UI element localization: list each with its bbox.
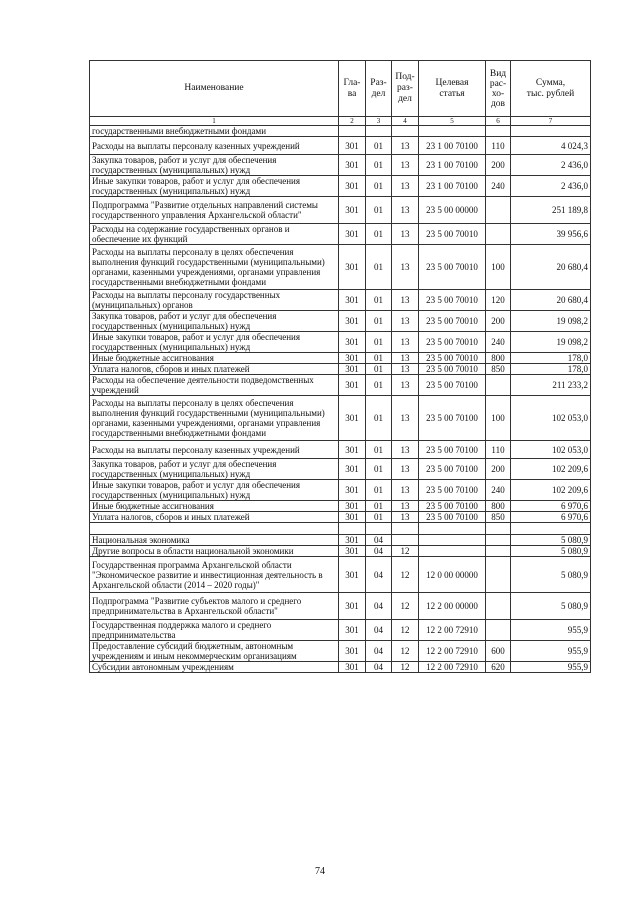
row-sum: 211 233,2 — [511, 375, 591, 396]
row-podrazdel: 13 — [392, 224, 419, 245]
row-target: 12 2 00 72910 — [419, 620, 486, 641]
row-vid — [486, 535, 511, 546]
row-razdel: 01 — [366, 512, 392, 523]
row-sum: 4 024,3 — [511, 137, 591, 155]
row-podrazdel: 13 — [392, 332, 419, 353]
row-vid — [486, 197, 511, 224]
header-target: Целевая статья — [419, 61, 486, 117]
row-name: Расходы на обеспечение деятельности подведомственных учреждений — [90, 375, 339, 396]
row-target: 23 5 00 70100 — [419, 501, 486, 512]
row-vid — [486, 557, 511, 593]
row-razdel: 01 — [366, 375, 392, 396]
row-target: 12 0 00 00000 — [419, 557, 486, 593]
table-row — [90, 396, 591, 441]
row-sum: 102 209,6 — [511, 459, 591, 480]
row-razdel: 01 — [366, 396, 392, 441]
row-vid: 200 — [486, 311, 511, 332]
row-vid: 850 — [486, 512, 511, 523]
row-vid — [486, 546, 511, 557]
table-row — [90, 459, 591, 480]
row-target: 23 1 00 70100 — [419, 176, 486, 197]
row-target: 23 5 00 70010 — [419, 311, 486, 332]
row-razdel: 04 — [366, 546, 392, 557]
row-target: 23 1 00 70100 — [419, 155, 486, 176]
table-row — [90, 224, 591, 245]
table-row — [90, 620, 591, 641]
row-target: 23 5 00 00000 — [419, 197, 486, 224]
row-target — [419, 523, 486, 535]
table-row — [90, 126, 591, 137]
row-name: Иные закупки товаров, работ и услуг для обеспечения государственных (муниципальных) нужд — [90, 176, 339, 197]
row-podrazdel: 13 — [392, 137, 419, 155]
row-glava: 301 — [339, 641, 366, 662]
row-target: 12 2 00 00000 — [419, 593, 486, 620]
row-name: Государственная поддержка малого и среднего предпринимательства — [90, 620, 339, 641]
row-sum: 6 970,6 — [511, 512, 591, 523]
table-row — [90, 332, 591, 353]
header-sum: Сумма, тыс. рублей — [511, 61, 591, 117]
row-name: Иные бюджетные ассигнования — [90, 501, 339, 512]
row-razdel: 04 — [366, 535, 392, 546]
row-name: Расходы на выплаты персоналу казенных учреждений — [90, 441, 339, 459]
row-razdel: 01 — [366, 364, 392, 375]
row-name: Уплата налогов, сборов и иных платежей — [90, 512, 339, 523]
row-razdel: 01 — [366, 332, 392, 353]
row-vid: 100 — [486, 245, 511, 290]
row-podrazdel: 13 — [392, 396, 419, 441]
row-podrazdel: 13 — [392, 480, 419, 501]
row-vid: 800 — [486, 353, 511, 364]
row-target: 23 5 00 70100 — [419, 396, 486, 441]
row-name: Расходы на выплаты персоналу государственных (муниципальных) органов — [90, 290, 339, 311]
row-podrazdel: 12 — [392, 546, 419, 557]
row-sum: 2 436,0 — [511, 155, 591, 176]
row-name: Иные бюджетные ассигнования — [90, 353, 339, 364]
row-sum: 39 956,6 — [511, 224, 591, 245]
table-row — [90, 137, 591, 155]
row-vid — [486, 224, 511, 245]
row-name: Расходы на содержание государственных органов и обеспечение их функций — [90, 224, 339, 245]
row-glava: 301 — [339, 557, 366, 593]
row-sum: 178,0 — [511, 364, 591, 375]
column-number: 1 — [90, 117, 339, 126]
row-glava: 301 — [339, 546, 366, 557]
table-row — [90, 155, 591, 176]
row-razdel: 04 — [366, 557, 392, 593]
table-row — [90, 197, 591, 224]
budget-table — [89, 60, 591, 673]
table-row — [90, 353, 591, 364]
row-name: Иные закупки товаров, работ и услуг для обеспечения государственных (муниципальных) нужд — [90, 480, 339, 501]
row-sum: 251 189,8 — [511, 197, 591, 224]
row-razdel — [366, 523, 392, 535]
header-razdel: Раз- дел — [366, 61, 392, 117]
header-name: Наименование — [90, 61, 339, 117]
row-podrazdel — [392, 126, 419, 137]
row-sum — [511, 523, 591, 535]
row-sum: 955,9 — [511, 620, 591, 641]
row-glava: 301 — [339, 593, 366, 620]
row-podrazdel: 12 — [392, 662, 419, 673]
row-razdel: 01 — [366, 290, 392, 311]
table-row — [90, 557, 591, 593]
row-target: 23 5 00 70100 — [419, 480, 486, 501]
row-razdel: 01 — [366, 155, 392, 176]
row-vid — [486, 375, 511, 396]
row-glava: 301 — [339, 375, 366, 396]
column-number: 5 — [419, 117, 486, 126]
row-glava: 301 — [339, 290, 366, 311]
row-razdel: 04 — [366, 641, 392, 662]
row-target — [419, 546, 486, 557]
row-vid: 240 — [486, 480, 511, 501]
row-name: государственными внебюджетными фондами — [90, 126, 339, 137]
row-podrazdel: 13 — [392, 290, 419, 311]
row-podrazdel — [392, 535, 419, 546]
row-podrazdel: 12 — [392, 641, 419, 662]
row-sum: 955,9 — [511, 662, 591, 673]
row-name: Уплата налогов, сборов и иных платежей — [90, 364, 339, 375]
row-vid: 200 — [486, 155, 511, 176]
table-row — [90, 641, 591, 662]
row-razdel: 01 — [366, 197, 392, 224]
row-glava: 301 — [339, 441, 366, 459]
row-target: 23 5 00 70010 — [419, 290, 486, 311]
row-podrazdel: 12 — [392, 620, 419, 641]
row-razdel: 01 — [366, 501, 392, 512]
table-body — [90, 126, 591, 673]
row-target: 23 5 00 70100 — [419, 512, 486, 523]
row-name: Закупка товаров, работ и услуг для обеспечения государственных (муниципальных) нужд — [90, 311, 339, 332]
row-name: Закупка товаров, работ и услуг для обеспечения государственных (муниципальных) нужд — [90, 155, 339, 176]
row-vid — [486, 620, 511, 641]
row-vid: 850 — [486, 364, 511, 375]
row-podrazdel: 13 — [392, 311, 419, 332]
row-sum: 20 680,4 — [511, 245, 591, 290]
row-vid: 620 — [486, 662, 511, 673]
row-glava: 301 — [339, 512, 366, 523]
row-glava — [339, 523, 366, 535]
row-name: Субсидии автономным учреждениям — [90, 662, 339, 673]
row-podrazdel: 13 — [392, 459, 419, 480]
row-podrazdel: 12 — [392, 593, 419, 620]
table-row — [90, 375, 591, 396]
row-podrazdel: 13 — [392, 155, 419, 176]
row-podrazdel: 13 — [392, 353, 419, 364]
row-razdel: 01 — [366, 224, 392, 245]
table-row — [90, 364, 591, 375]
row-target: 23 5 00 70100 — [419, 441, 486, 459]
row-name: Подпрограмма "Развитие субъектов малого и среднего предпринимательства в Архангельской области" — [90, 593, 339, 620]
row-name: Другие вопросы в области национальной экономики — [90, 546, 339, 557]
row-podrazdel: 13 — [392, 176, 419, 197]
row-target: 23 5 00 70100 — [419, 459, 486, 480]
row-target: 23 1 00 70100 — [419, 137, 486, 155]
row-target: 23 5 00 70010 — [419, 224, 486, 245]
row-razdel: 01 — [366, 176, 392, 197]
row-razdel: 04 — [366, 593, 392, 620]
header-vid: Вид рас- хо- дов — [486, 61, 511, 117]
row-glava — [339, 126, 366, 137]
row-razdel: 01 — [366, 245, 392, 290]
header-podrazdel: Под- раз- дел — [392, 61, 419, 117]
row-name: Предоставление субсидий бюджетным, автономным учреждениям и иным некоммерческим организациям — [90, 641, 339, 662]
row-razdel — [366, 126, 392, 137]
table-row — [90, 512, 591, 523]
table-row — [90, 480, 591, 501]
row-sum: 6 970,6 — [511, 501, 591, 512]
row-glava: 301 — [339, 353, 366, 364]
row-target: 23 5 00 70010 — [419, 353, 486, 364]
row-target: 12 2 00 72910 — [419, 641, 486, 662]
row-sum — [511, 126, 591, 137]
row-target: 23 5 00 70010 — [419, 245, 486, 290]
row-glava: 301 — [339, 620, 366, 641]
table-row — [90, 290, 591, 311]
column-number: 2 — [339, 117, 366, 126]
row-vid: 800 — [486, 501, 511, 512]
row-vid: 600 — [486, 641, 511, 662]
table-row — [90, 441, 591, 459]
column-number: 6 — [486, 117, 511, 126]
row-glava: 301 — [339, 224, 366, 245]
table-row — [90, 662, 591, 673]
row-podrazdel: 13 — [392, 364, 419, 375]
table-row — [90, 535, 591, 546]
row-razdel: 01 — [366, 459, 392, 480]
row-vid: 200 — [486, 459, 511, 480]
header-glava: Гла- ва — [339, 61, 366, 117]
row-target: 12 2 00 72910 — [419, 662, 486, 673]
row-glava: 301 — [339, 459, 366, 480]
row-sum: 178,0 — [511, 353, 591, 364]
row-vid — [486, 593, 511, 620]
row-sum: 2 436,0 — [511, 176, 591, 197]
row-glava: 301 — [339, 332, 366, 353]
row-glava: 301 — [339, 364, 366, 375]
row-sum: 102 209,6 — [511, 480, 591, 501]
row-target: 23 5 00 70010 — [419, 364, 486, 375]
row-glava: 301 — [339, 396, 366, 441]
table-header-row — [90, 61, 591, 117]
page-number: 74 — [315, 866, 325, 877]
column-number-row — [90, 117, 591, 126]
row-glava: 301 — [339, 480, 366, 501]
row-target: 23 5 00 70100 — [419, 375, 486, 396]
row-name: Подпрограмма "Развитие отдельных направлений системы государственного управления Архангельской области" — [90, 197, 339, 224]
row-sum: 5 080,9 — [511, 593, 591, 620]
row-razdel: 04 — [366, 662, 392, 673]
row-glava: 301 — [339, 535, 366, 546]
row-glava: 301 — [339, 176, 366, 197]
table-row — [90, 501, 591, 512]
row-podrazdel: 13 — [392, 245, 419, 290]
row-vid: 110 — [486, 441, 511, 459]
row-name: Расходы на выплаты персоналу в целях обеспечения выполнения функций государственными (муниципальными) органами, казенными учреждениями, органами управления государственными внебюджетными фондами — [90, 396, 339, 441]
row-sum: 102 053,0 — [511, 396, 591, 441]
row-razdel: 01 — [366, 480, 392, 501]
row-vid: 240 — [486, 176, 511, 197]
row-name — [90, 523, 339, 535]
row-podrazdel: 13 — [392, 375, 419, 396]
row-glava: 301 — [339, 137, 366, 155]
table-row — [90, 176, 591, 197]
row-glava: 301 — [339, 197, 366, 224]
row-razdel: 01 — [366, 353, 392, 364]
row-sum: 102 053,0 — [511, 441, 591, 459]
row-sum: 19 098,2 — [511, 311, 591, 332]
row-podrazdel: 13 — [392, 512, 419, 523]
row-sum: 19 098,2 — [511, 332, 591, 353]
row-glava: 301 — [339, 245, 366, 290]
row-sum: 5 080,9 — [511, 535, 591, 546]
row-razdel: 01 — [366, 137, 392, 155]
row-name: Государственная программа Архангельской области "Экономическое развитие и инвестиционная деятельность в Архангельской области (2014 – 2020 годы)" — [90, 557, 339, 593]
column-number: 3 — [366, 117, 392, 126]
row-vid: 100 — [486, 396, 511, 441]
row-vid — [486, 523, 511, 535]
row-podrazdel: 13 — [392, 501, 419, 512]
row-razdel: 04 — [366, 620, 392, 641]
row-target — [419, 126, 486, 137]
row-glava: 301 — [339, 155, 366, 176]
table-row — [90, 523, 591, 535]
column-number: 4 — [392, 117, 419, 126]
row-target — [419, 535, 486, 546]
row-name: Закупка товаров, работ и услуг для обеспечения государственных (муниципальных) нужд — [90, 459, 339, 480]
row-sum: 20 680,4 — [511, 290, 591, 311]
row-glava: 301 — [339, 501, 366, 512]
row-razdel: 01 — [366, 311, 392, 332]
row-vid: 120 — [486, 290, 511, 311]
table-row — [90, 245, 591, 290]
row-sum: 5 080,9 — [511, 557, 591, 593]
row-vid — [486, 126, 511, 137]
row-sum: 5 080,9 — [511, 546, 591, 557]
row-glava: 301 — [339, 662, 366, 673]
row-vid: 240 — [486, 332, 511, 353]
row-glava: 301 — [339, 311, 366, 332]
row-razdel: 01 — [366, 441, 392, 459]
row-sum: 955,9 — [511, 641, 591, 662]
column-number: 7 — [511, 117, 591, 126]
row-name: Расходы на выплаты персоналу в целях обеспечения выполнения функций государственными (муниципальными) органами, казенными учреждениями, органами управления государственными внебюджетными фондами — [90, 245, 339, 290]
row-name: Иные закупки товаров, работ и услуг для обеспечения государственных (муниципальных) нужд — [90, 332, 339, 353]
row-name: Расходы на выплаты персоналу казенных учреждений — [90, 137, 339, 155]
table-row — [90, 593, 591, 620]
row-podrazdel — [392, 523, 419, 535]
row-podrazdel: 13 — [392, 197, 419, 224]
table-row — [90, 311, 591, 332]
row-podrazdel: 13 — [392, 441, 419, 459]
row-target: 23 5 00 70010 — [419, 332, 486, 353]
row-podrazdel: 12 — [392, 557, 419, 593]
row-name: Национальная экономика — [90, 535, 339, 546]
table-row — [90, 546, 591, 557]
row-vid: 110 — [486, 137, 511, 155]
